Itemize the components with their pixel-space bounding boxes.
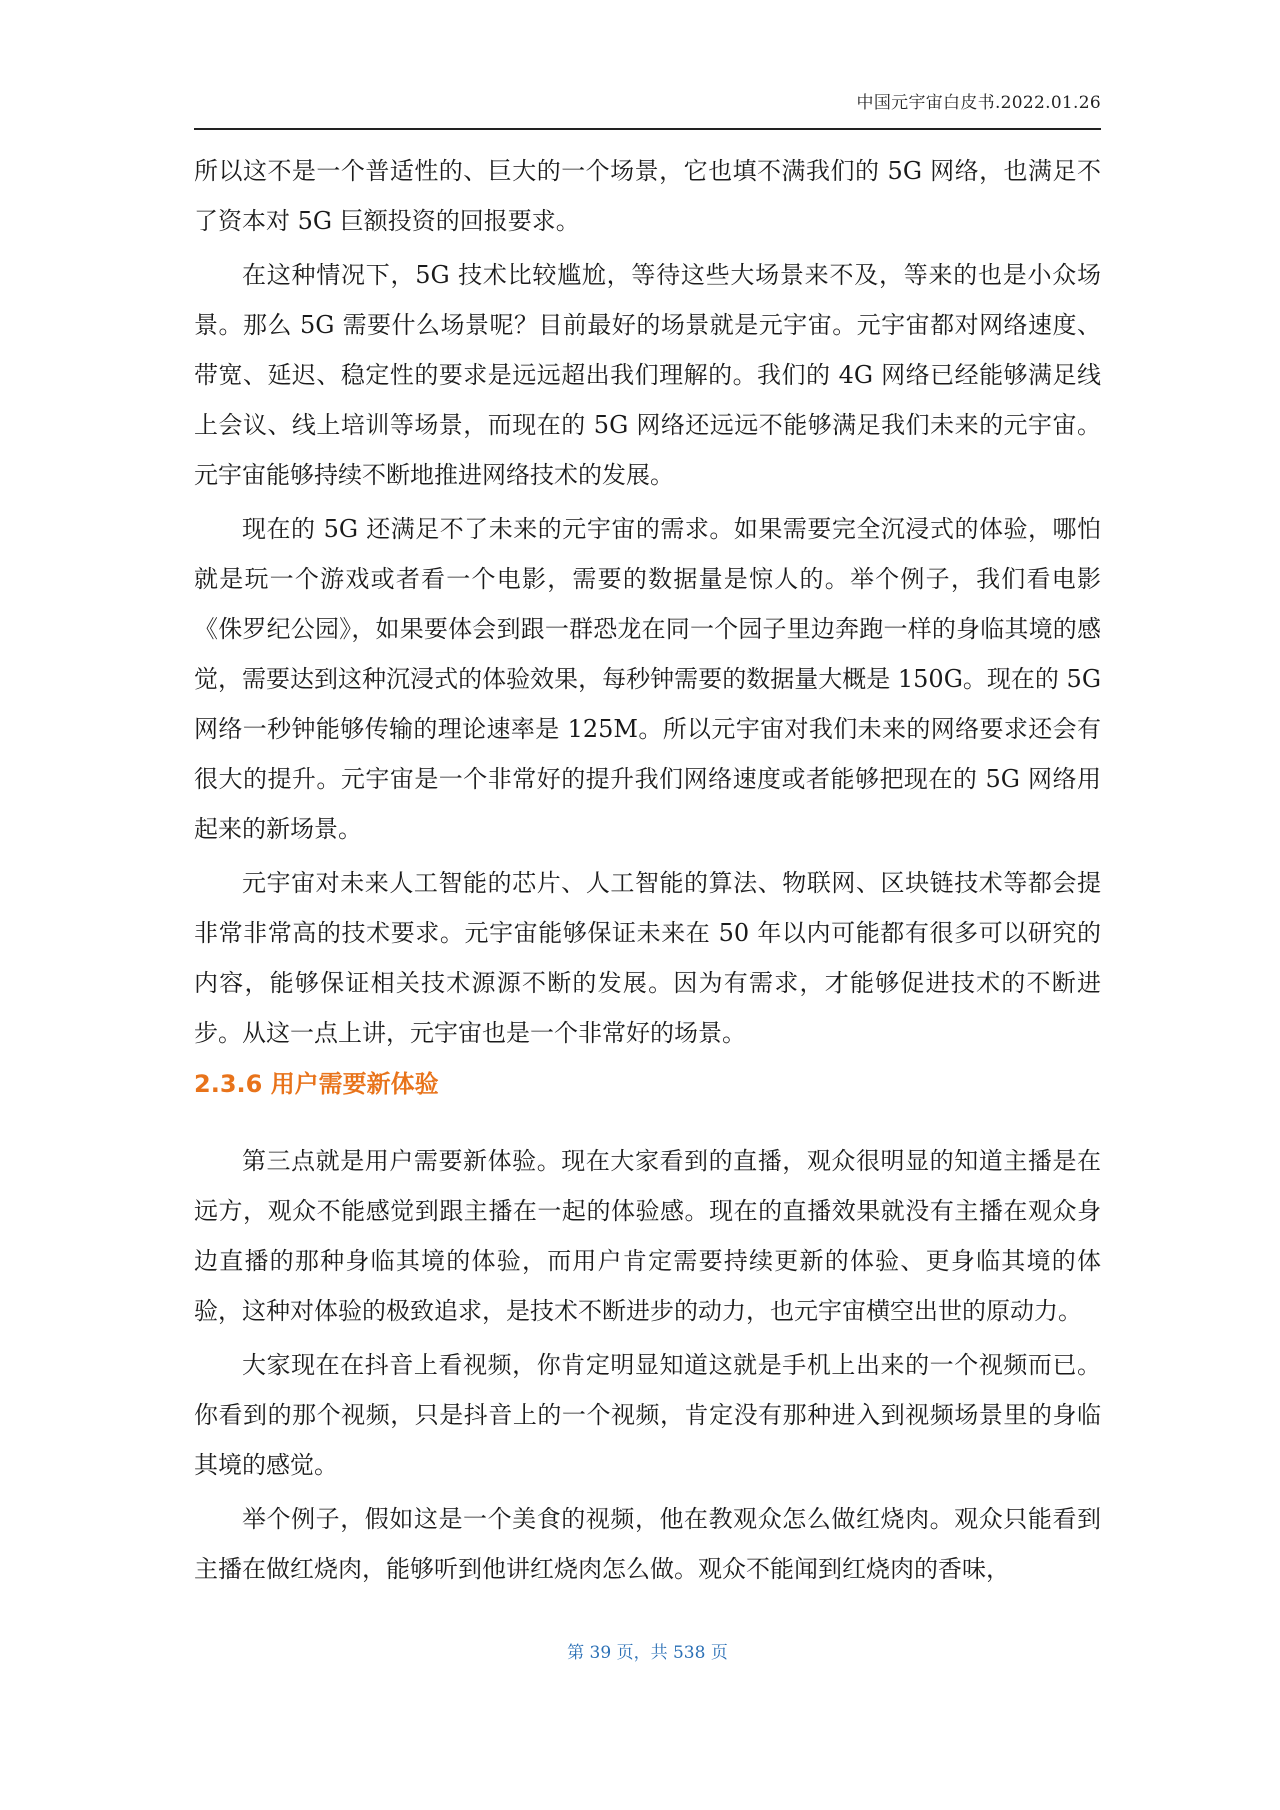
header-divider xyxy=(194,128,1101,130)
paragraph: 元宇宙对未来人工智能的芯片、人工智能的算法、物联网、区块链技术等都会提非常非常高的技术要求。元宇宙能够保证未来在 50 年以内可能都有很多可以研究的内容，能够保证相关技术源源不断的发展。因为有需求，才能够促进技术的不断进步。从这一点上讲，元宇宙也是一个非常好的场景。 xyxy=(194,869,1101,1047)
paragraph: 大家现在在抖音上看视频，你肯定明显知道这就是手机上出来的一个视频而已。你看到的那个视频，只是抖音上的一个视频，肯定没有那种进入到视频场景里的身临其境的感觉。 xyxy=(194,1351,1101,1479)
paragraph: 在这种情况下，5G 技术比较尴尬，等待这些大场景来不及，等来的也是小众场景。那么 5G 需要什么场景呢？目前最好的场景就是元宇宙。元宇宙都对网络速度、带宽、延迟、稳定性的要求是远远超出我们理解的。我们的 4G 网络已经能够满足线上会议、线上培训等场景，而现在的 5G 网络还远远不能够满足我们未来的元宇宙。元宇宙能够持续不断地推进网络技术的发展。 xyxy=(194,261,1101,489)
paragraph: 举个例子，假如这是一个美食的视频，他在教观众怎么做红烧肉。观众只能看到主播在做红烧肉，能够听到他讲红烧肉怎么做。观众不能闻到红烧肉的香味， xyxy=(194,1505,1101,1583)
document-body xyxy=(194,146,1101,1598)
section-heading: 2.3.6 用户需要新体验 xyxy=(194,1070,439,1098)
paragraph: 第三点就是用户需要新体验。现在大家看到的直播，观众很明显的知道主播是在远方，观众不能感觉到跟主播在一起的体验感。现在的直播效果就没有主播在观众身边直播的那种身临其境的体验，而用户肯定需要持续更新的体验、更身临其境的体验，这种对体验的极致追求，是技术不断进步的动力，也元宇宙横空出世的原动力。 xyxy=(194,1147,1101,1325)
paragraph-continuation: 所以这不是一个普适性的、巨大的一个场景，它也填不满我们的 5G 网络，也满足不了资本对 5G 巨额投资的回报要求。 xyxy=(194,157,1101,235)
page-number-footer: 第 39 页，共 538 页 xyxy=(567,1643,728,1663)
running-header: 中国元宇宙白皮书.2022.01.26 xyxy=(856,93,1101,113)
paragraph: 现在的 5G 还满足不了未来的元宇宙的需求。如果需要完全沉浸式的体验，哪怕就是玩一个游戏或者看一个电影，需要的数据量是惊人的。举个例子，我们看电影《侏罗纪公园》，如果要体会到跟一群恐龙在同一个园子里边奔跑一样的身临其境的感觉，需要达到这种沉浸式的体验效果，每秒钟需要的数据量大概是 150G。现在的 5G 网络一秒钟能够传输的理论速率是 125M。所以元宇宙对我们未来的网络要求还会有很大的提升。元宇宙是一个非常好的提升我们网络速度或者能够把现在的 5G 网络用起来的新场景。 xyxy=(194,515,1101,843)
